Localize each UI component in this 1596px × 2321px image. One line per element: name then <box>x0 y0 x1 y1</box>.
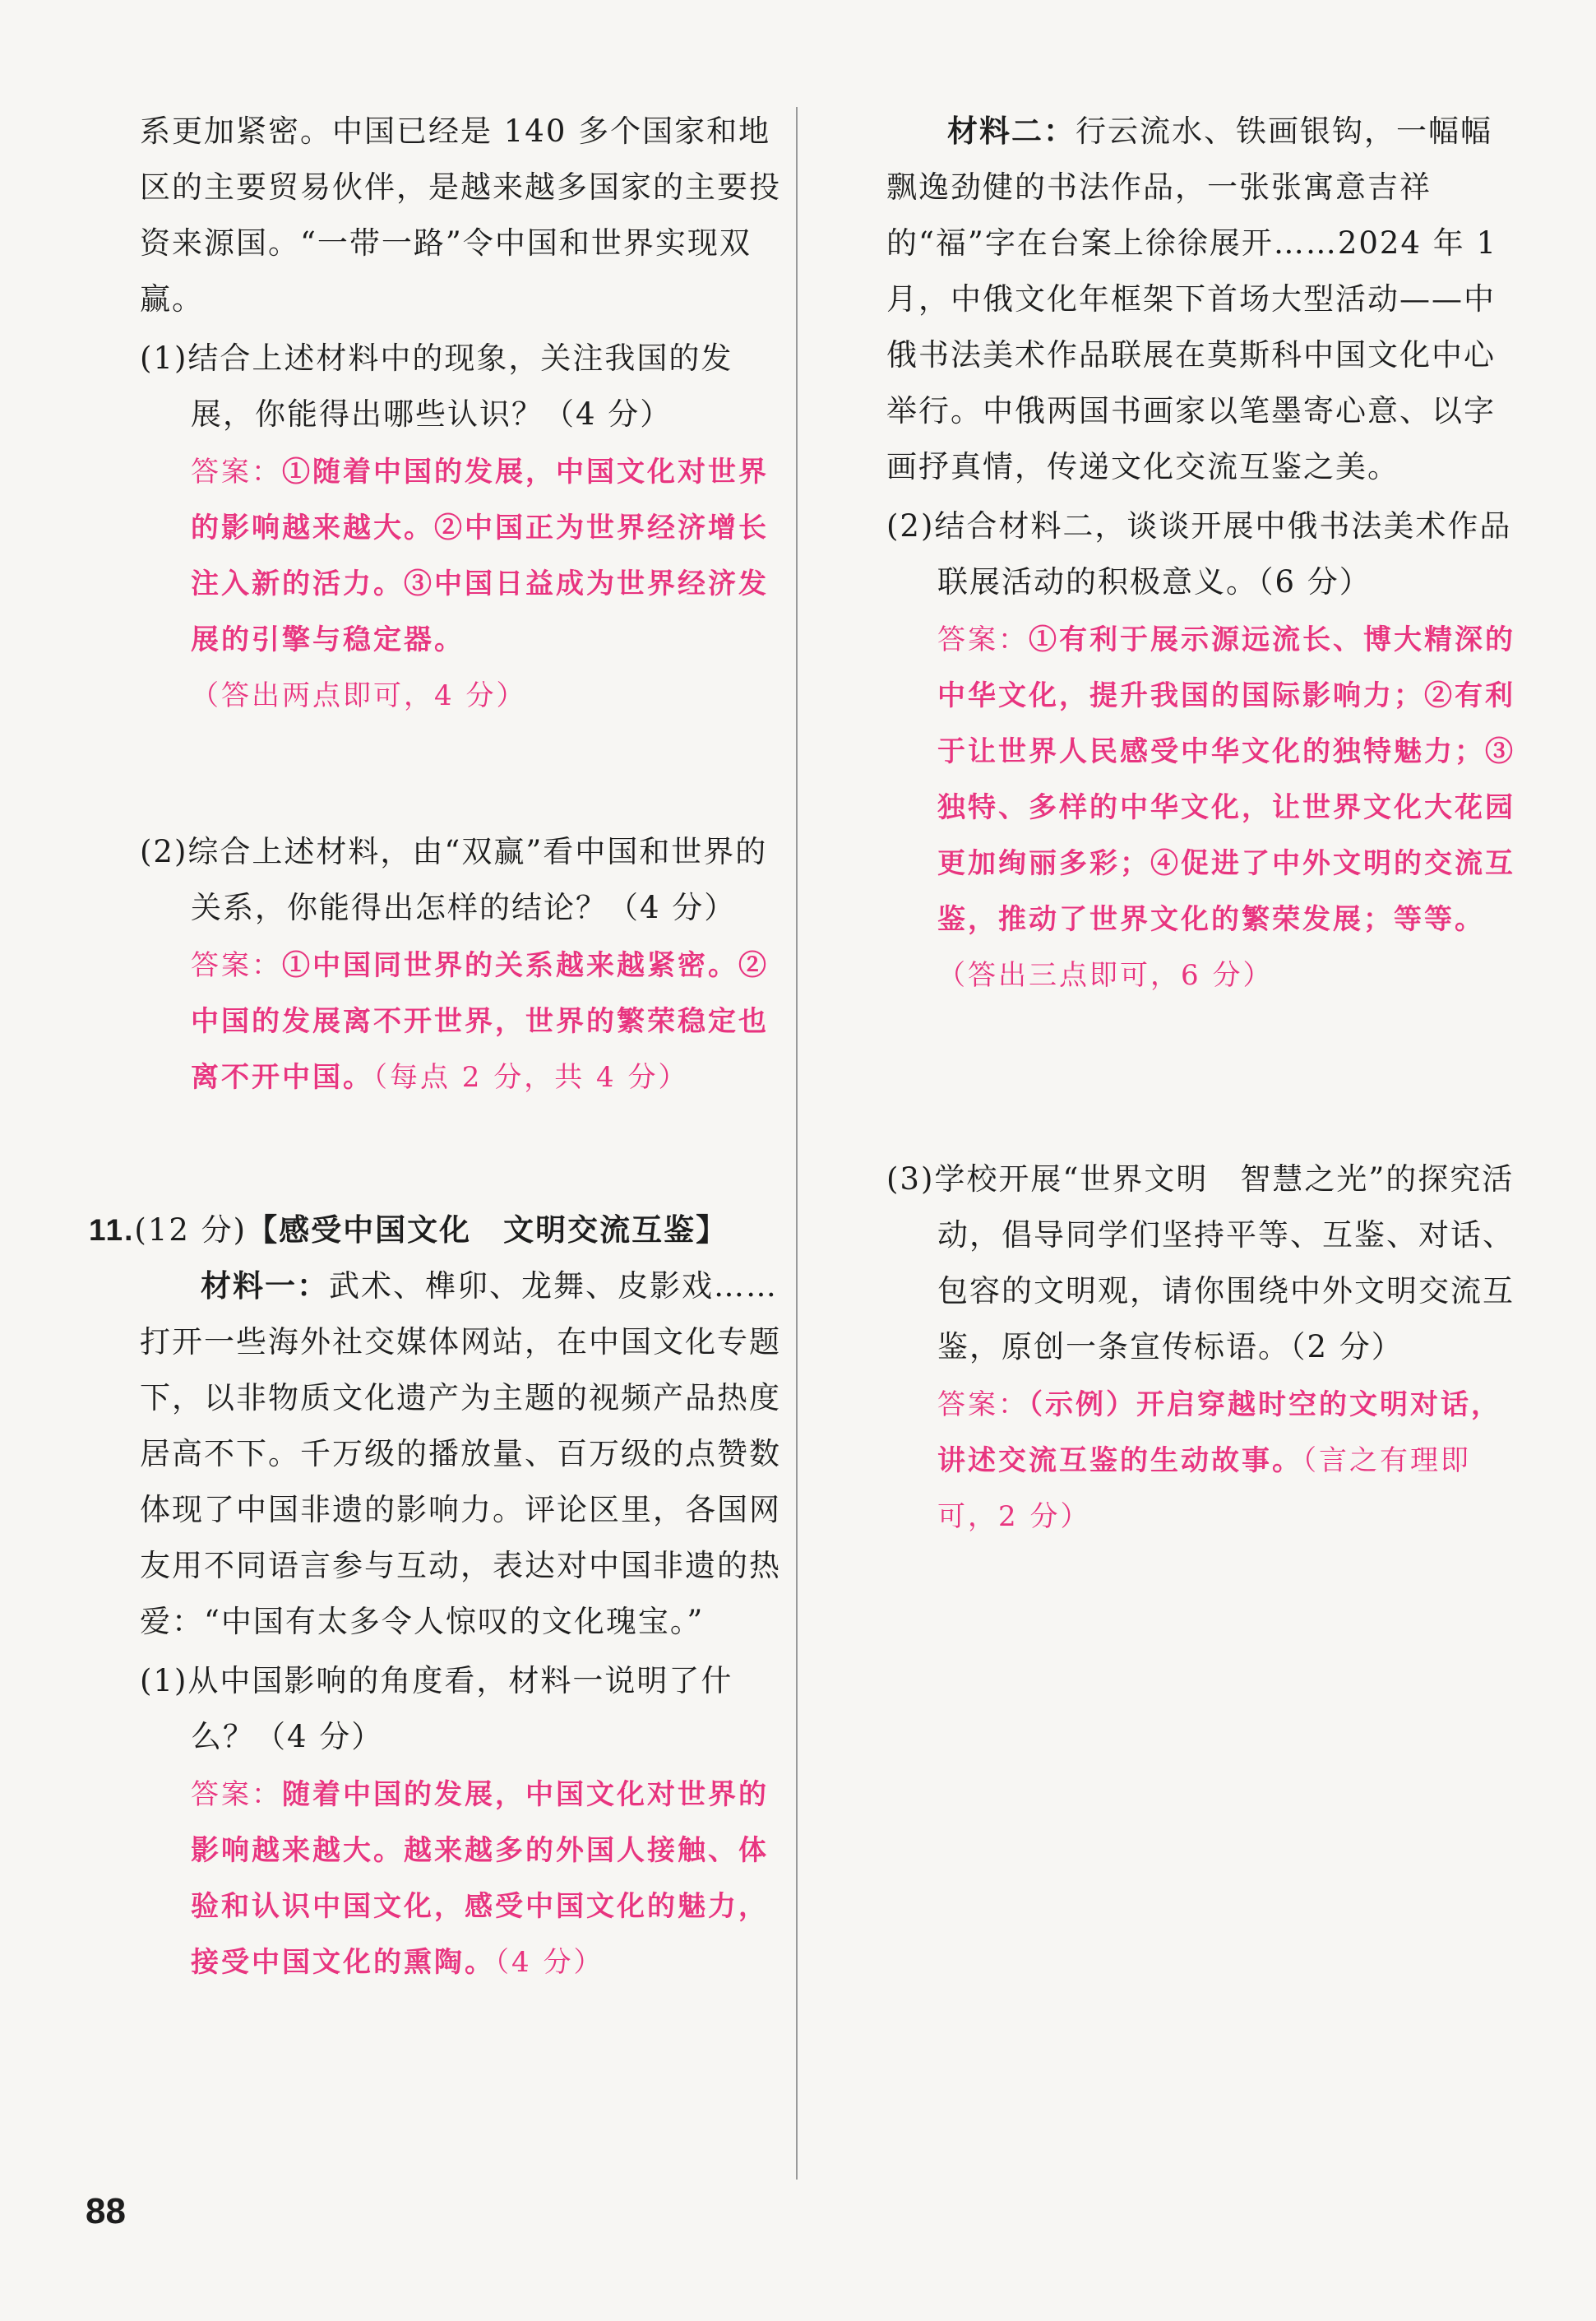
answer-11-1 <box>140 1767 781 1990</box>
answer-note: （答出两点即可，4 分） <box>191 679 527 712</box>
question-10-1: (1)结合上述材料中的现象，关注我国的发展，你能得出哪些认识？（4 分） <box>140 341 733 432</box>
question-10-2: (2)综合上述材料，由“双赢”看中国和世界的关系，你能得出怎样的结论？（4 分） <box>140 834 768 925</box>
page-number: 88 <box>86 2191 126 2231</box>
answer-text: （示例）开启穿越时空的文明对话，讲述交流互鉴的生动故事。 <box>937 1388 1501 1477</box>
answer-10-2 <box>140 938 781 1105</box>
answer-label: 答案： <box>191 456 282 489</box>
left-column <box>89 104 781 1990</box>
answer-label: 答案： <box>937 623 1029 656</box>
answer-note: （每点 2 分，共 4 分） <box>373 1061 689 1094</box>
question-11-2: (2)结合材料二，谈谈开展中俄书法美术作品联展活动的积极意义。（6 分） <box>886 508 1512 600</box>
answer-text: ①中国同世界的关系越来越紧密。②中国的发展离不开世界，世界的繁荣稳定也离不开中国。 <box>191 949 769 1094</box>
answer-text: 随着中国的发展，中国文化对世界的影响越来越大。越来越多的外国人接触、体验和认识中国文化，感受中国文化的魅力，接受中国文化的熏陶。 <box>191 1778 769 1979</box>
material-one-label: 材料一： <box>201 1268 329 1304</box>
answer-label: 答案： <box>191 1778 282 1811</box>
answer-label: 答案： <box>191 949 282 982</box>
answer-note: （言之有理即可，2 分） <box>937 1444 1471 1533</box>
question-11-1: (1)从中国影响的角度看，材料一说明了什么？（4 分） <box>140 1663 733 1754</box>
material-two-text: 行云流水、铁画银钩，一幅幅飘逸劲健的书法作品，一张张寓意吉祥的“福”字在台案上徐徐展开……2024 年 1 月，中俄文化年框架下首场大型活动——中俄书法美术作品联展在莫斯科中国文化中心举行。中俄两国书画家以笔墨寄心意、以字画抒真情，传递文化交流互鉴之美。 <box>886 114 1498 484</box>
answer-note: （答出三点即可，6 分） <box>937 959 1274 992</box>
question-topic: 【感受中国文化 文明交流互鉴】 <box>247 1212 729 1248</box>
question-11-3: (3)学校开展“世界文明 智慧之光”的探究活动，倡导同学们坚持平等、互鉴、对话、包容的文明观，请你围绕中外文明交流互鉴，原创一条宣传标语。（2 分） <box>886 1161 1515 1364</box>
question-11-header <box>89 1202 781 1258</box>
right-column <box>886 104 1518 1545</box>
column-divider <box>796 107 798 2180</box>
material-one-text: 武术、榫卯、龙舞、皮影戏……打开一些海外社交媒体网站，在中国文化专题下，以非物质文化遗产为主题的视频产品热度居高不下。千万级的播放量、百万级的点赞数体现了中国非遗的影响力。评论区里，各国网友用不同语言参与互动，表达对中国非遗的热爱：“中国有太多令人惊叹的文化瑰宝。” <box>140 1268 781 1639</box>
material-continuation: 系更加紧密。中国已经是 140 多个国家和地区的主要贸易伙伴，是越来越多国家的主要投资来源国。“一带一路”令中国和世界实现双赢。 <box>140 114 781 317</box>
question-number: 11. <box>89 1213 135 1247</box>
answer-note: （4 分） <box>495 1946 604 1979</box>
answer-text: ①有利于展示源远流长、博大精深的中华文化，提升我国的国际影响力；②有利于让世界人民感受中华文化的独特魅力；③独特、多样的中华文化，让世界文化大花园更加绚丽多彩；④促进了中外文明的交流互鉴，推动了世界文化的繁荣发展；等等。 <box>937 623 1515 936</box>
question-score: (12 分) <box>134 1212 247 1248</box>
answer-11-3 <box>886 1377 1518 1545</box>
material-two <box>886 104 1518 495</box>
material-one <box>140 1258 781 1650</box>
answer-11-2 <box>886 612 1518 1003</box>
answer-label: 答案： <box>937 1388 1029 1421</box>
answer-10-1 <box>140 444 781 724</box>
answer-text: ①随着中国的发展，中国文化对世界的影响越来越大。②中国正为世界经济增长注入新的活力。③中国日益成为世界经济发展的引擎与稳定器。 <box>191 456 769 656</box>
material-two-label: 材料二： <box>947 114 1076 149</box>
